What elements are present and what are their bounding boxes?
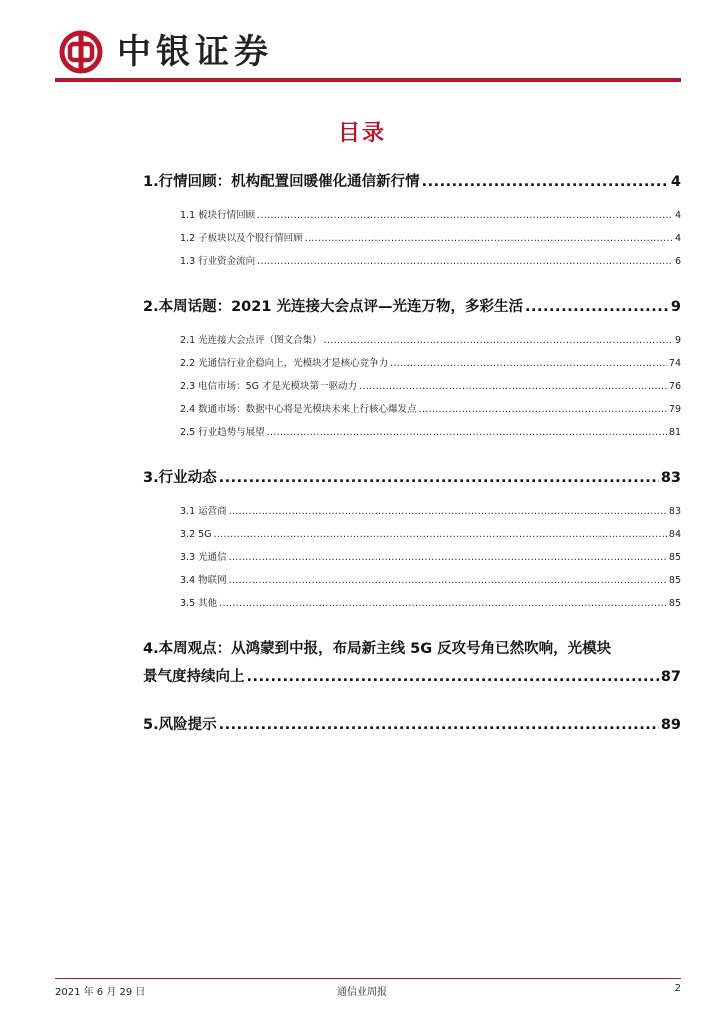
bank-of-china-logo-icon — [59, 30, 103, 74]
brand-name: 中银证券 — [117, 32, 273, 72]
toc-entry-label: 1.1 板块行情回顾 — [180, 210, 256, 221]
toc-entry-label: 2.1 光连接大会点评（图文合集） — [180, 335, 322, 346]
toc-entry-1[interactable] — [143, 168, 681, 196]
toc-entry-label: 3.5 其他 — [180, 598, 218, 609]
toc-entry-page: 84 — [668, 529, 681, 540]
toc-entry-page: 85 — [668, 552, 681, 563]
table-of-contents — [143, 168, 681, 739]
toc-entry-label: 3.4 物联网 — [180, 575, 227, 586]
toc-entry-2-2[interactable] — [180, 352, 681, 375]
toc-entry-3-3[interactable] — [180, 546, 681, 569]
dot-leader — [525, 293, 669, 321]
toc-entry-2-5[interactable] — [180, 421, 681, 444]
toc-entry-label: 3.2 5G — [180, 529, 212, 540]
dot-leader — [229, 500, 667, 523]
toc-entry-label: 1.3 行业资金流向 — [180, 256, 256, 267]
toc-entry-2-3[interactable] — [180, 375, 681, 398]
toc-entry-page: 85 — [668, 575, 681, 586]
toc-entry-page: 74 — [668, 358, 681, 369]
toc-entry-page: 9 — [674, 335, 681, 346]
toc-entry-page: 83 — [668, 506, 681, 517]
dot-leader — [257, 250, 673, 273]
toc-entry-page: 89 — [660, 717, 681, 733]
toc-entry-2[interactable] — [143, 293, 681, 321]
toc-entry-3-2[interactable] — [180, 523, 681, 546]
toc-entry-1-1[interactable] — [180, 204, 681, 227]
toc-entry-page: 76 — [668, 381, 681, 392]
toc-entry-page: 83 — [660, 470, 681, 486]
toc-entry-page: 81 — [668, 427, 681, 438]
toc-title: 目录 — [337, 121, 386, 146]
toc-entry-label: 5.风险提示 — [143, 717, 217, 733]
toc-entry-label: 2.本周话题：2021 光连接大会点评—光连万物，多彩生活 — [143, 299, 524, 315]
toc-entry-page: 4 — [674, 210, 681, 221]
toc-entry-label: 3.1 运营商 — [180, 506, 227, 517]
toc-entry-label: 1.2 子板块以及个股行情回顾 — [180, 233, 303, 244]
dot-leader — [390, 352, 667, 375]
toc-entry-page: 6 — [674, 256, 681, 267]
toc-entry-1-3[interactable] — [180, 250, 681, 273]
dot-leader — [324, 329, 673, 352]
dot-leader — [214, 523, 667, 546]
footer-page-number: 2 — [674, 983, 681, 994]
toc-entry-page: 79 — [668, 404, 681, 415]
toc-entry-page: 9 — [670, 299, 681, 315]
dot-leader — [219, 464, 659, 492]
dot-leader — [257, 204, 673, 227]
toc-entry-page: 85 — [668, 598, 681, 609]
toc-entry-page: 87 — [660, 669, 681, 685]
toc-entry-3[interactable] — [143, 464, 681, 492]
toc-entry-3-4[interactable] — [180, 569, 681, 592]
page-header — [55, 30, 681, 74]
dot-leader — [422, 168, 669, 196]
toc-entry-3-1[interactable] — [180, 500, 681, 523]
toc-entry-label-line1: 4.本周观点：从鸿蒙到中报，布局新主线 5G 反攻号角已然吹响，光模块 — [143, 641, 612, 657]
toc-entry-label: 2.2 光通信行业企稳向上，光模块才是核心竞争力 — [180, 358, 389, 369]
toc-entry-2-1[interactable] — [180, 329, 681, 352]
header-divider — [55, 78, 681, 82]
toc-entry-page: 4 — [674, 233, 681, 244]
toc-entry-label: 2.3 电信市场：5G 才是光模块第一驱动力 — [180, 381, 358, 392]
toc-entry-4-line2 — [143, 663, 681, 691]
toc-entry-page: 4 — [670, 174, 681, 190]
toc-entry-4[interactable] — [143, 635, 681, 691]
toc-entry-3-5[interactable] — [180, 592, 681, 615]
toc-entry-label: 3.行业动态 — [143, 470, 217, 486]
dot-leader — [229, 569, 667, 592]
dot-leader — [219, 711, 659, 739]
dot-leader — [267, 421, 667, 444]
toc-entry-label: 3.3 光通信 — [180, 552, 227, 563]
footer-date: 2021 年 6 月 29 日 — [55, 987, 146, 998]
toc-entry-label: 2.4 数通市场：数据中心将是光模块未来上行核心爆发点 — [180, 404, 417, 415]
toc-entry-2-4[interactable] — [180, 398, 681, 421]
dot-leader — [229, 546, 667, 569]
toc-entry-5[interactable] — [143, 711, 681, 739]
toc-entry-label: 2.5 行业趋势与展望 — [180, 427, 265, 438]
footer-report-type: 通信业周报 — [337, 987, 387, 998]
footer-divider — [55, 978, 681, 979]
dot-leader — [359, 375, 667, 398]
dot-leader — [247, 663, 659, 691]
toc-entry-1-2[interactable] — [180, 227, 681, 250]
dot-leader — [305, 227, 673, 250]
toc-entry-label-line2: 景气度持续向上 — [143, 669, 245, 685]
dot-leader — [219, 592, 667, 615]
dot-leader — [419, 398, 667, 421]
toc-entry-label: 1.行情回顾：机构配置回暖催化通信新行情 — [143, 174, 420, 190]
